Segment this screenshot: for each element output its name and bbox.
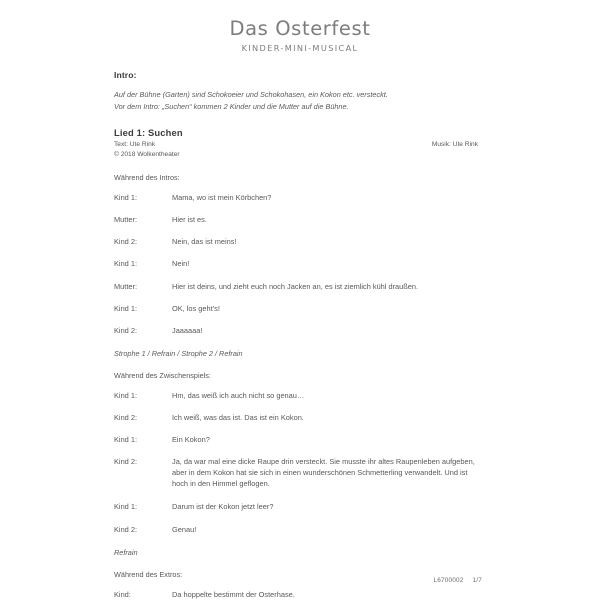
speaker-text: Ja, da war mal eine dicke Raupe drin versteckt. Sie musste ihr altes Raupenleben aufgeben, aber in dem Kokon hat sie sich in einen wunderschönen Schmetterling verwandelt. Und ist hoch in den Himmel geflogen.: [172, 457, 475, 489]
dialogue-line: [114, 412, 478, 423]
dialogue-line: [114, 589, 478, 600]
speaker-text: Hier ist es.: [172, 215, 207, 225]
dialogue-line: [114, 258, 478, 269]
speaker-label: Kind 1:: [114, 390, 138, 400]
dialogue-line: [114, 192, 478, 203]
dialogue-extro: [114, 589, 478, 600]
speaker-label: Kind 1:: [114, 435, 138, 445]
cue-during-intro: Während des Intros:: [114, 173, 180, 183]
dialogue-line: [114, 303, 478, 314]
cue-strophe-structure: Strophe 1 / Refrain / Strophe 2 / Refrain: [114, 348, 243, 358]
speaker-label: Kind 1:: [114, 502, 138, 512]
speaker-label: Kind 2:: [114, 237, 138, 247]
dialogue-line: [114, 501, 478, 512]
page-subtitle: KINDER-MINI-MUSICAL: [241, 43, 359, 54]
speaker-text: Hm, das weiß ich auch nicht so genau…: [172, 390, 305, 400]
dialogue-line: [114, 390, 478, 401]
speaker-text: Darum ist der Kokon jetzt leer?: [172, 502, 274, 512]
song-heading: Lied 1: Suchen: [114, 126, 183, 138]
copyright-notice: © 2018 Wolkentheater: [114, 150, 180, 158]
speaker-text: Da hoppelte bestimmt der Osterhase.: [172, 589, 295, 599]
dialogue-line: [114, 325, 478, 336]
cue-during-interlude: Während des Zwischenspiels:: [114, 370, 211, 380]
page-footer: [433, 577, 482, 584]
speaker-label: Kind 2:: [114, 325, 138, 335]
dialogue-line: [114, 456, 478, 489]
title-block: [0, 0, 600, 53]
speaker-label: Kind:: [114, 589, 131, 599]
speaker-text: Ich weiß, was das ist. Das ist ein Kokon.: [172, 412, 304, 422]
song-credits: [114, 140, 478, 160]
speaker-label: Kind 1:: [114, 259, 138, 269]
document-body: [114, 62, 478, 611]
dialogue-intro: [114, 192, 478, 336]
music-credit: Musik: Ute Rink: [431, 140, 478, 148]
dialogue-line: [114, 524, 478, 535]
speaker-text: OK, los geht’s!: [172, 303, 220, 313]
speaker-text: Nein, das ist meins!: [172, 237, 237, 247]
speaker-label: Kind 1:: [114, 193, 138, 203]
speaker-label: Kind 2:: [114, 412, 138, 422]
dialogue-line: [114, 434, 478, 445]
cue-during-extro: Während des Extros:: [114, 569, 183, 579]
cue-refrain: Refrain: [114, 547, 138, 557]
speaker-label: Kind 2:: [114, 524, 138, 534]
speaker-label: Mutter:: [114, 215, 137, 225]
page-number: 1/7: [472, 577, 482, 584]
speaker-text: Nein!: [172, 259, 190, 269]
dialogue-interlude: [114, 390, 478, 535]
speaker-text: Genau!: [172, 524, 197, 534]
dialogue-line: [114, 281, 478, 292]
stage-note-line: Vor dem Intro: „Suchen“ kommen 2 Kinder und die Mutter auf die Bühne.: [114, 101, 349, 111]
text-credit: Text: Ute Rink: [114, 140, 156, 148]
dialogue-line: [114, 236, 478, 247]
speaker-label: Kind 1:: [114, 303, 138, 313]
speaker-label: Kind 2:: [114, 457, 138, 467]
intro-stage-notes: [114, 89, 478, 113]
stage-note-line: Auf der Bühne (Garten) sind Schokoeier und Schokohasen, ein Kokon etc. versteckt.: [114, 90, 388, 99]
dialogue-line: [114, 214, 478, 225]
document-id: L6700002: [433, 577, 464, 584]
speaker-text: Hier ist deins, und zieht euch noch Jacken an, es ist ziemlich kühl draußen.: [172, 281, 419, 291]
speaker-text: Mama, wo ist mein Körbchen?: [172, 193, 272, 203]
page-title: Das Osterfest: [229, 17, 371, 40]
speaker-label: Mutter:: [114, 281, 137, 291]
speaker-text: Ein Kokon?: [172, 435, 210, 445]
intro-heading: Intro:: [114, 70, 137, 80]
speaker-text: Jaaaaaa!: [172, 325, 203, 335]
